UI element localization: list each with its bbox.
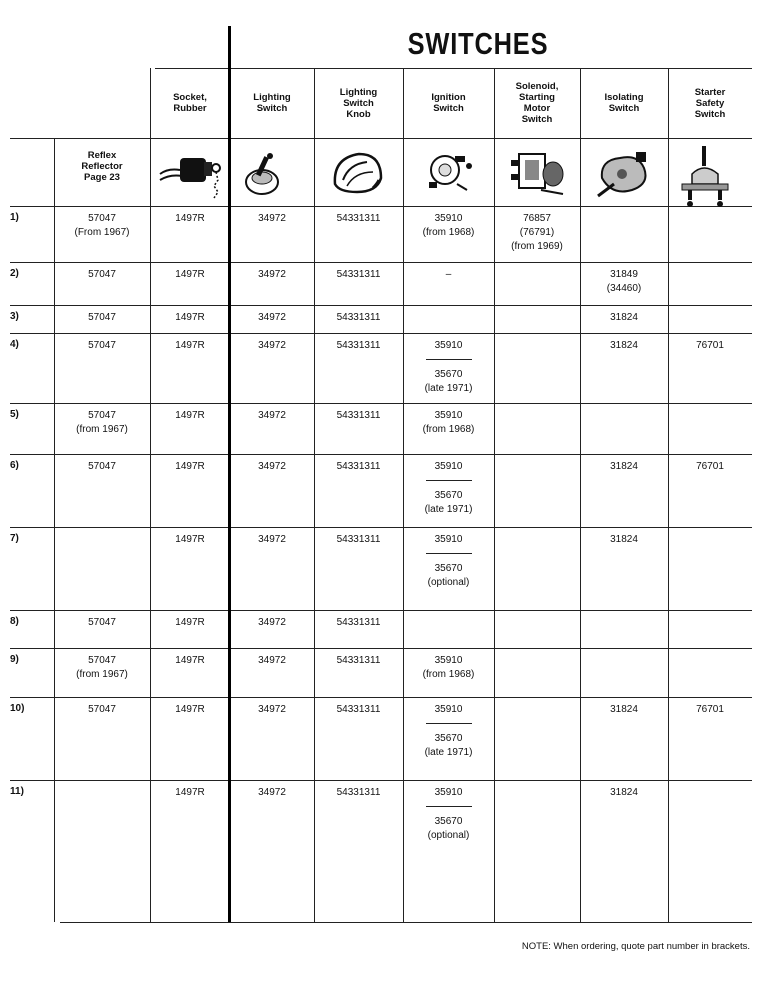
- lighting-switch-icon: [240, 144, 290, 205]
- alternate-separator: [426, 553, 472, 554]
- row-number: 7): [10, 533, 19, 544]
- table-cell-isolating: 31824: [610, 704, 638, 715]
- column-header-socket: Socket, Rubber: [173, 92, 207, 114]
- table-cell-lighting-knob: 54331311: [336, 312, 381, 323]
- ignition-part-number: 35910 (from 1968): [422, 213, 475, 238]
- ignition-part-number: –: [445, 269, 452, 280]
- row-number: 9): [10, 654, 19, 665]
- rubber-socket-icon: [158, 144, 226, 205]
- table-cell-lighting-knob: 54331311: [336, 213, 381, 224]
- column-header-ignition: Ignition Switch: [431, 92, 466, 114]
- column-header-isolating: Isolating Switch: [604, 92, 644, 114]
- alternate-separator: [426, 806, 472, 807]
- row-rule: [10, 780, 752, 781]
- table-cell-reflex: 57047: [88, 312, 116, 323]
- lighting-knob-icon: [327, 144, 387, 205]
- ignition-part-number: 35910: [434, 461, 463, 472]
- column-rule: [494, 68, 495, 922]
- page-title: SWITCHES: [407, 26, 549, 61]
- row-number: 6): [10, 460, 19, 471]
- table-cell-starter-safety: 76701: [696, 704, 724, 715]
- header-mid-rule: [10, 138, 752, 139]
- table-cell-solenoid: 76857 (76791) (from 1969): [511, 213, 563, 252]
- table-cell-reflex: 57047: [88, 340, 116, 351]
- ignition-part-number: 35910: [434, 787, 463, 798]
- row-number: 8): [10, 616, 19, 627]
- table-cell-ignition: [403, 268, 494, 282]
- table-cell-lighting-switch: 34972: [258, 340, 286, 351]
- table-cell-reflex: 57047 (from 1967): [76, 655, 128, 680]
- table-cell-socket: 1497R: [175, 410, 205, 421]
- table-cell-isolating: 31824: [610, 461, 638, 472]
- row-rule: [10, 305, 752, 306]
- table-cell-lighting-knob: 54331311: [336, 534, 381, 545]
- isolating-switch-icon: [592, 144, 662, 209]
- table-cell-lighting-switch: 34972: [258, 269, 286, 280]
- starter-safety-switch-icon: [678, 144, 732, 215]
- table-cell-socket: 1497R: [175, 704, 205, 715]
- table-cell-lighting-knob: 54331311: [336, 617, 381, 628]
- column-header-solenoid: Solenoid, Starting Motor Switch: [515, 81, 559, 125]
- table-cell-socket: 1497R: [175, 534, 205, 545]
- table-cell-socket: 1497R: [175, 617, 205, 628]
- table-cell-reflex: 57047 (from 1967): [76, 410, 128, 435]
- table-cell-lighting-knob: 54331311: [336, 269, 381, 280]
- ignition-part-number: 35670 (late 1971): [424, 733, 473, 758]
- table-cell-ignition: [403, 654, 494, 682]
- row-number: 5): [10, 409, 19, 420]
- column-header-lighting-switch: Lighting Switch: [253, 92, 291, 114]
- table-cell-ignition: [403, 339, 494, 396]
- row-rule: [10, 697, 752, 698]
- table-cell-ignition: [403, 212, 494, 240]
- alternate-separator: [426, 480, 472, 481]
- table-cell-reflex: 57047: [88, 269, 116, 280]
- table-cell-socket: 1497R: [175, 213, 205, 224]
- table-cell-ignition: [403, 533, 494, 590]
- table-cell-ignition: [403, 409, 494, 437]
- table-cell-lighting-knob: 54331311: [336, 340, 381, 351]
- ignition-part-number: 35670 (late 1971): [424, 369, 473, 394]
- table-cell-socket: 1497R: [175, 312, 205, 323]
- table-cell-reflex: 57047: [88, 704, 116, 715]
- table-cell-ignition: [403, 786, 494, 843]
- row-rule: [10, 403, 752, 404]
- alternate-separator: [426, 359, 472, 360]
- ignition-part-number: 35670 (optional): [427, 816, 470, 841]
- table-cell-lighting-switch: 34972: [258, 534, 286, 545]
- table-cell-lighting-switch: 34972: [258, 461, 286, 472]
- table-cell-socket: 1497R: [175, 787, 205, 798]
- table-cell-isolating: 31824: [610, 312, 638, 323]
- table-cell-lighting-switch: 34972: [258, 410, 286, 421]
- table-cell-reflex: 57047: [88, 461, 116, 472]
- row-number: 4): [10, 339, 19, 350]
- table-cell-lighting-knob: 54331311: [336, 704, 381, 715]
- row-rule: [10, 333, 752, 334]
- table-cell-socket: 1497R: [175, 269, 205, 280]
- ignition-part-number: 35910 (from 1968): [422, 410, 475, 435]
- column-header-reflex: Reflex Reflector Page 23: [81, 150, 123, 183]
- row-rule: [10, 454, 752, 455]
- table-cell-lighting-switch: 34972: [258, 704, 286, 715]
- table-cell-starter-safety: 76701: [696, 340, 724, 351]
- column-rule: [54, 138, 55, 922]
- solenoid-switch-icon: [505, 144, 571, 205]
- ignition-part-number: 35910: [434, 340, 463, 351]
- table-cell-isolating: 31849 (34460): [606, 269, 642, 294]
- table-cell-lighting-switch: 34972: [258, 312, 286, 323]
- column-header-starter-safety: Starter Safety Switch: [694, 86, 726, 120]
- table-cell-reflex: 57047: [88, 617, 116, 628]
- row-rule: [10, 527, 752, 528]
- table-cell-ignition: [403, 460, 494, 517]
- row-number: 11): [10, 786, 24, 797]
- header-top-rule: [155, 68, 752, 69]
- table-cell-lighting-switch: 34972: [258, 213, 286, 224]
- row-rule: [10, 610, 752, 611]
- column-header-lighting-knob: Lighting Switch Knob: [339, 86, 378, 120]
- row-number: 3): [10, 311, 19, 322]
- table-cell-socket: 1497R: [175, 655, 205, 666]
- table-cell-reflex: 57047 (From 1967): [74, 213, 130, 238]
- row-rule: [10, 648, 752, 649]
- table-cell-ignition: [403, 703, 494, 760]
- column-rule: [668, 68, 669, 922]
- ignition-part-number: 35670 (optional): [427, 563, 470, 588]
- table-cell-lighting-switch: 34972: [258, 787, 286, 798]
- table-cell-lighting-switch: 34972: [258, 655, 286, 666]
- ignition-part-number: 35910: [434, 534, 463, 545]
- row-rule: [60, 922, 752, 923]
- table-cell-lighting-knob: 54331311: [336, 461, 381, 472]
- table-cell-starter-safety: 76701: [696, 461, 724, 472]
- ignition-part-number: 35910 (from 1968): [422, 655, 475, 680]
- table-cell-lighting-switch: 34972: [258, 617, 286, 628]
- row-number: 10): [10, 703, 25, 714]
- ignition-switch-icon: [417, 144, 477, 205]
- table-cell-lighting-knob: 54331311: [336, 655, 381, 666]
- table-cell-lighting-knob: 54331311: [336, 410, 381, 421]
- table-cell-isolating: 31824: [610, 787, 638, 798]
- ignition-part-number: 35670 (late 1971): [424, 490, 473, 515]
- ordering-note: NOTE: When ordering, quote part number in brackets.: [521, 941, 750, 952]
- table-cell-isolating: 31824: [610, 340, 638, 351]
- row-rule: [10, 262, 752, 263]
- table-cell-socket: 1497R: [175, 340, 205, 351]
- table-cell-isolating: 31824: [610, 534, 638, 545]
- table-cell-lighting-knob: 54331311: [336, 787, 381, 798]
- alternate-separator: [426, 723, 472, 724]
- row-number: 1): [10, 212, 19, 223]
- row-number: 2): [10, 268, 19, 279]
- table-cell-socket: 1497R: [175, 461, 205, 472]
- ignition-part-number: 35910: [434, 704, 463, 715]
